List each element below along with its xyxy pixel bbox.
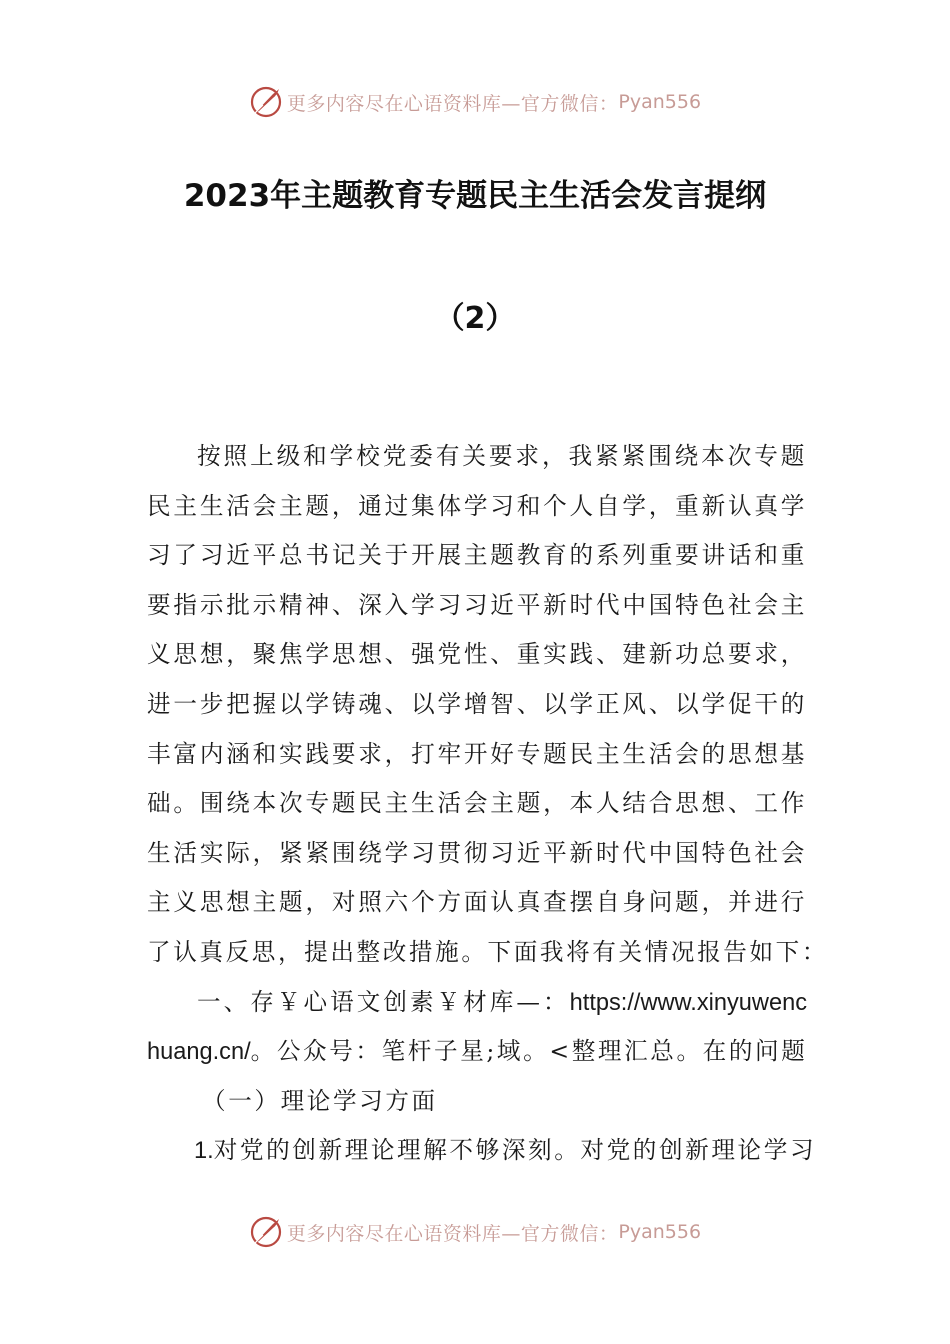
- list-item: [147, 1126, 817, 1176]
- paragraph-line: 义思想，聚焦学思想、强党性、重实践、建新功总要求，: [147, 640, 807, 669]
- paragraph-line: 了认真反思，提出整改措施。下面我将有关情况报告如下：: [147, 937, 829, 966]
- watermark-text: 更多内容尽在心语资料库—官方微信：: [286, 1222, 619, 1245]
- list-item-text: 对党的创新理论理解不够深刻。对党的创新理论学习: [213, 1136, 817, 1165]
- document-body: [147, 432, 829, 1176]
- paragraph-line: 进一步把握以学铸魂、以学增智、以学正风、以学促干的: [147, 689, 807, 718]
- section-heading-suffix: 。公众号：笔杆子星;域。<整理汇总。在的问题: [250, 1037, 808, 1066]
- section-heading-prefix: 一、存￥心语文创素￥材库—：: [197, 987, 570, 1016]
- section-url-continued: huang.cn/: [147, 1039, 251, 1066]
- watermark-footer: [0, 1212, 950, 1252]
- paragraph-line: 民主生活会主题，通过集体学习和个人自学，重新认真学: [147, 491, 807, 520]
- subsection-heading: （一）理论学习方面: [202, 1086, 438, 1115]
- list-item-number: 1.: [194, 1138, 214, 1165]
- watermark-text: 更多内容尽在心语资料库—官方微信：: [286, 92, 619, 115]
- paragraph-line: 础。围绕本次专题民主生活会主题，本人结合思想、工作: [147, 789, 807, 818]
- document-title: 2023年主题教育专题民主生活会发言提纲: [183, 178, 767, 214]
- paragraph-line: 生活实际，紧紧围绕学习贯彻习近平新时代中国特色社会: [147, 838, 807, 867]
- section-heading-line: [147, 978, 807, 1028]
- paragraph-line: 要指示批示精神、深入学习习近平新时代中国特色社会主: [147, 590, 807, 619]
- paragraph-line: 习了习近平总书记关于开展主题教育的系列重要讲话和重: [147, 541, 807, 570]
- paragraph-line: 丰富内涵和实践要求，打牢开好专题民主生活会的思想基: [147, 739, 807, 768]
- watermark-id: Pyan556: [618, 1221, 702, 1243]
- document-subtitle: （2）: [434, 301, 516, 336]
- section-url: https://www.xinyuwenc: [569, 989, 807, 1016]
- section-heading-line: [147, 1027, 807, 1077]
- quill-logo-icon: [249, 1215, 283, 1249]
- watermark-header: [0, 82, 950, 122]
- paragraph-line: 按照上级和学校党委有关要求，我紧紧围绕本次专题: [197, 442, 807, 470]
- paragraph-line: 主义思想主题，对照六个方面认真查摆自身问题，并进行: [147, 888, 807, 917]
- watermark-id: Pyan556: [618, 91, 702, 113]
- quill-logo-icon: [249, 85, 283, 119]
